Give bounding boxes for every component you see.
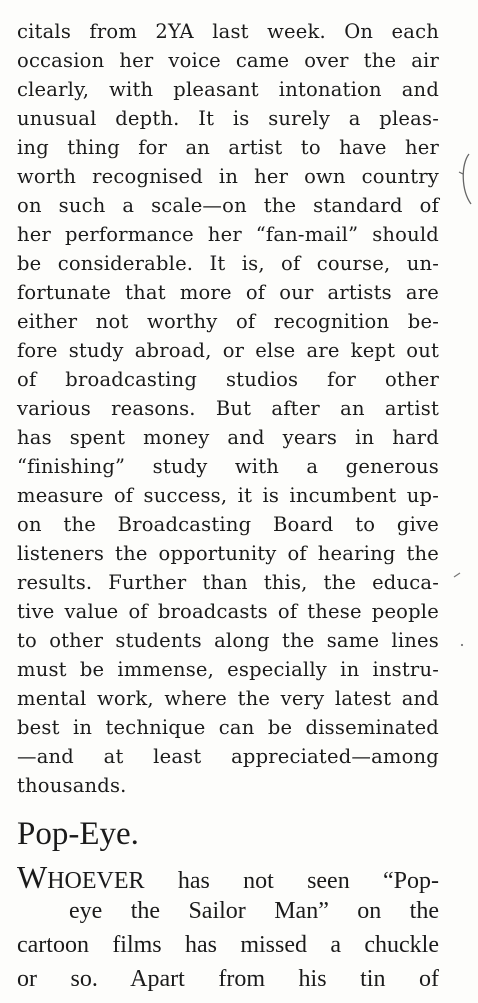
drop-cap: W bbox=[17, 859, 48, 895]
section-body bbox=[17, 860, 439, 996]
section-line-first bbox=[17, 860, 439, 894]
article-line: —and at least appreciated—among bbox=[17, 745, 439, 768]
article-line: occasion her voice came over the air bbox=[17, 49, 439, 72]
margin-speck-mark bbox=[452, 570, 464, 580]
margin-speck-mark bbox=[458, 640, 468, 650]
article-column bbox=[17, 17, 439, 800]
article-line: best in technique can be disseminated bbox=[17, 716, 439, 739]
article-line: on such a scale—on the standard of bbox=[17, 194, 439, 217]
article-line: listeners the opportunity of hearing the bbox=[17, 542, 439, 565]
article-line: fore study abroad, or else are kept out bbox=[17, 339, 439, 362]
article-line: fortunate that more of our artists are bbox=[17, 281, 439, 304]
article-line: tive value of broadcasts of these people bbox=[17, 600, 439, 623]
section-heading: Pop-Eye. bbox=[17, 816, 139, 852]
article-line: thousands. bbox=[17, 774, 127, 797]
article-line: results. Further than this, the educa- bbox=[17, 571, 439, 594]
article-line: has spent money and years in hard bbox=[17, 426, 439, 449]
article-line: to other students along the same lines bbox=[17, 629, 439, 652]
section-line: cartoon films has missed a chuckle bbox=[17, 932, 439, 958]
article-line: various reasons. But after an artist bbox=[17, 397, 439, 420]
section-line: or so. Apart from his tin of bbox=[17, 966, 439, 992]
article-line: worth recognised in her own country bbox=[17, 165, 439, 188]
article-line: “finishing” study with a generous bbox=[17, 455, 439, 478]
article-line: her performance her “fan-mail” should bbox=[17, 223, 439, 246]
article-line: either not worthy of recognition be- bbox=[17, 310, 439, 333]
section-line-text: HOEVER has not seen “Pop- bbox=[47, 868, 439, 894]
article-line: on the Broadcasting Board to give bbox=[17, 513, 439, 536]
margin-bracket-mark bbox=[455, 150, 475, 210]
article-line: be considerable. It is, of course, un- bbox=[17, 252, 439, 275]
article-line: measure of success, it is incumbent up- bbox=[17, 484, 439, 507]
article-line: citals from 2YA last week. On each bbox=[17, 20, 439, 43]
article-line: clearly, with pleasant intonation and bbox=[17, 78, 439, 101]
article-line: unusual depth. It is surely a pleas- bbox=[17, 107, 439, 130]
article-line: of broadcasting studios for other bbox=[17, 368, 439, 391]
article-line: mental work, where the very latest and bbox=[17, 687, 439, 710]
article-line: ing thing for an artist to have her bbox=[17, 136, 439, 159]
article-line: must be immense, especially in instru- bbox=[17, 658, 439, 681]
section-line: eye the Sailor Man” on the bbox=[69, 898, 439, 924]
